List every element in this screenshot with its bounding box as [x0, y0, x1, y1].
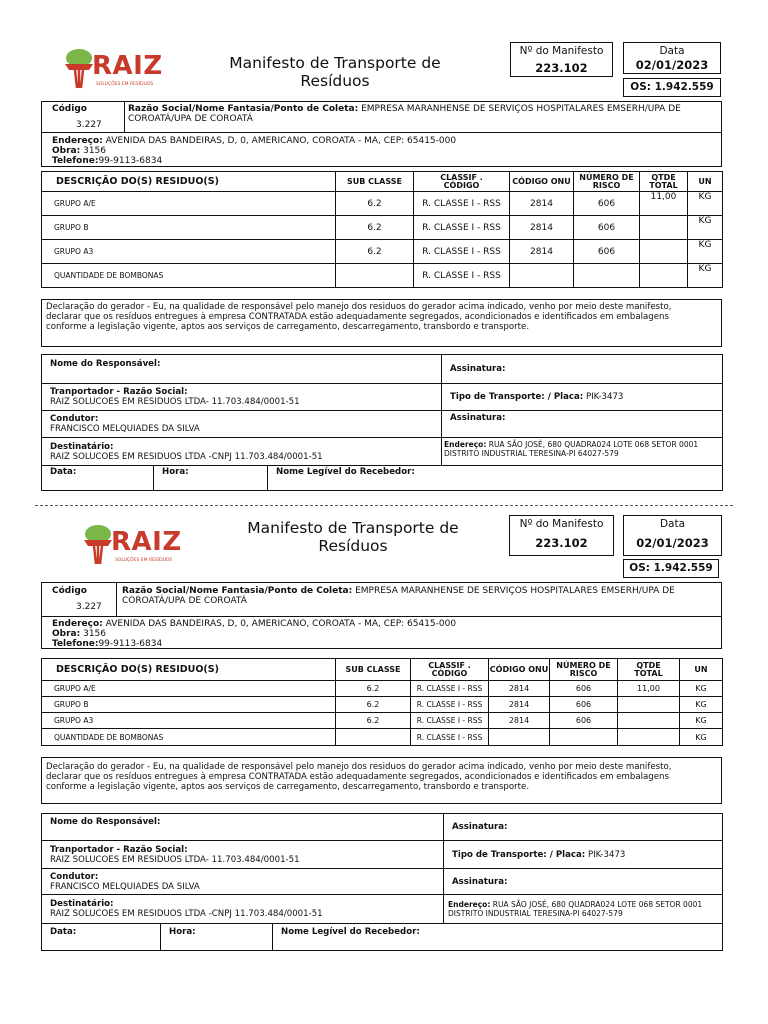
code-value: 3.227	[76, 120, 102, 130]
generator-declaration: Declaração do gerador - Eu, na qualidade de responsável pelo manejo dos residuos do gerador acima indicado, venho por meio deste manifesto, declarar que os resíduos entregues à empresa CONTRATADA estão adequadamente segregados, acondicionados e identificados em embalagens conforme a legislação vigente, aptos aos serviços de carregamento, descarregamento, transbordo e transporte.	[41, 299, 722, 347]
table-row: QUANTIDADE DE BOMBONAS R. CLASSE I - RSS KG	[42, 264, 723, 288]
time-field: Hora:	[161, 924, 273, 951]
recipient-field: Destinatário: RAIZ SOLUCOES EM RESIDUOS LTDA -CNPJ 11.703.484/0001-51	[42, 438, 442, 466]
code-label: Código	[52, 104, 87, 114]
client-obra: Obra: 3156	[52, 629, 106, 639]
col-risk: NÚMERO DE RISCO	[574, 172, 640, 192]
divider	[42, 616, 721, 617]
manifest-number-box	[510, 42, 613, 77]
col-onu: CÓDIGO ONU	[510, 172, 574, 192]
responsible-name-field: Nome do Responsável:	[42, 355, 442, 384]
driver-signature-field: Assinatura:	[444, 869, 723, 895]
table-row: GRUPO B 6.2 R. CLASSE I - RSS 2814 606 KG	[42, 697, 723, 713]
divider	[42, 132, 721, 133]
generator-declaration: Declaração do gerador - Eu, na qualidade de responsável pelo manejo dos residuos do gerador acima indicado, venho por meio deste manifesto, declarar que os resíduos entregues à empresa CONTRATADA estão adequadamente segregados, acondicionados e identificados em embalagens conforme a legislação vigente, aptos aos serviços de carregamento, descarregamento, transbordo e transporte.	[41, 757, 722, 804]
destination-address-field: Endereço: RUA SÃO JOSÉ, 680 QUADRA024 LOTE 068 SETOR 0001 DISTRITO INDUSTRIAL TERESINA-PI 64027-579	[444, 895, 723, 924]
date-label: Data	[659, 518, 686, 530]
col-onu: CÓDIGO ONU	[489, 659, 550, 681]
client-info-box	[41, 582, 722, 649]
col-qty: QTDE TOTAL	[618, 659, 680, 681]
raiz-logo	[81, 522, 181, 570]
date-value: 02/01/2023	[636, 536, 709, 550]
logo-text: RAIZ	[92, 51, 163, 81]
manifest-copy-1	[0, 0, 768, 500]
carrier-field: Tranportador - Razão Social: RAIZ SOLUCOES EM RESIDUOS LTDA- 11.703.484/0001-51	[42, 384, 442, 411]
col-description: DESCRIÇÃO DO(S) RESIDUO(S)	[42, 659, 336, 681]
col-subclass: SUB CLASSE	[336, 172, 414, 192]
col-risk: NÚMERO DE RISCO	[550, 659, 618, 681]
table-row: GRUPO B 6.2 R. CLASSE I - RSS 2814 606 KG	[42, 216, 723, 240]
manifest-number-label: Nº do Manifesto	[519, 518, 604, 530]
logo-tagline: SOLUÇÕES EM RESÍDUOS	[96, 82, 154, 87]
table-header-row	[42, 659, 723, 681]
signature-table	[41, 813, 723, 951]
divider	[116, 583, 117, 616]
col-subclass: SUB CLASSE	[336, 659, 411, 681]
plant-icon	[81, 524, 115, 566]
table-row: GRUPO A3 6.2 R. CLASSE I - RSS 2814 606 KG	[42, 713, 723, 729]
waste-table	[41, 658, 723, 746]
signature-field: Assinatura:	[444, 814, 723, 841]
driver-signature-field: Assinatura:	[442, 411, 723, 438]
client-phone: Telefone:99-9113-6834	[52, 639, 163, 649]
table-row: GRUPO A/E 6.2 R. CLASSE I - RSS 2814 606 11,00 KG	[42, 681, 723, 697]
company-name: Razão Social/Nome Fantasia/Ponto de Coleta: EMPRESA MARANHENSE DE SERVIÇOS HOSPITALARES EMSERH/UPA DE COROATÁ/UPA DE COROATÁ	[128, 104, 681, 124]
signature-field: Assinatura:	[442, 355, 723, 384]
client-info-box	[41, 101, 722, 167]
logo-text: RAIZ	[111, 527, 182, 557]
date-label: Data	[659, 45, 685, 57]
col-description: DESCRIÇÃO DO(S) RESIDUO(S)	[42, 172, 336, 192]
table-row: GRUPO A/E 6.2 R. CLASSE I - RSS 2814 606 11,00 KG	[42, 192, 723, 216]
page-title: Manifesto de Transporte de Resíduos	[229, 54, 441, 90]
col-unit: UN	[680, 659, 723, 681]
time-field: Hora:	[154, 466, 268, 491]
client-phone: Telefone:99-9113-6834	[52, 156, 163, 166]
company-name: Razão Social/Nome Fantasia/Ponto de Coleta: EMPRESA MARANHENSE DE SERVIÇOS HOSPITALARES EMSERH/UPA DE COROATÁ/UPA DE COROATÁ	[122, 586, 675, 606]
receiver-name-field: Nome Legível do Recebedor:	[268, 466, 723, 491]
date-box	[623, 42, 721, 74]
recipient-field: Destinatário: RAIZ SOLUCOES EM RESIDUOS LTDA -CNPJ 11.703.484/0001-51	[42, 895, 444, 924]
carrier-field: Tranportador - Razão Social: RAIZ SOLUCOES EM RESIDUOS LTDA- 11.703.484/0001-51	[42, 841, 444, 869]
os-number: OS: 1.942.559	[623, 559, 719, 578]
date-field: Data:	[42, 924, 161, 951]
os-number: OS: 1.942.559	[623, 78, 721, 97]
manifest-number-value: 223.102	[535, 61, 588, 75]
responsible-name-field: Nome do Responsável:	[42, 814, 444, 841]
col-classif: CLASSIF . CÓDIGO	[411, 659, 489, 681]
raiz-logo	[62, 46, 162, 94]
col-unit: UN	[688, 172, 723, 192]
receiver-name-field: Nome Legível do Recebedor:	[273, 924, 723, 951]
date-value: 02/01/2023	[635, 58, 709, 72]
client-address: Endereço: AVENIDA DAS BANDEIRAS, D, 0, AMERICANO, COROATA - MA, CEP: 65415-000	[52, 619, 457, 629]
client-obra: Obra: 3156	[52, 146, 106, 156]
transport-type-field: Tipo de Transporte: / Placa: PIK-3473	[444, 841, 723, 869]
transport-type-field: Tipo de Transporte: / Placa: PIK-3473	[442, 384, 723, 411]
date-field: Data:	[42, 466, 154, 491]
table-row: GRUPO A3 6.2 R. CLASSE I - RSS 2814 606 KG	[42, 240, 723, 264]
manifest-number-box	[509, 515, 614, 556]
client-address: Endereço: AVENIDA DAS BANDEIRAS, D, 0, AMERICANO, COROATA - MA, CEP: 65415-000	[52, 136, 457, 146]
manifest-number-value: 223.102	[535, 536, 588, 550]
manifest-number-label: Nº do Manifesto	[519, 45, 604, 57]
col-classif: CLASSIF . CÓDIGO	[414, 172, 510, 192]
divider	[124, 102, 125, 132]
table-row: QUANTIDADE DE BOMBONAS R. CLASSE I - RSS KG	[42, 729, 723, 746]
driver-field: Condutor: FRANCISCO MELQUIADES DA SILVA	[42, 869, 444, 895]
signature-table	[41, 354, 723, 491]
code-value: 3.227	[76, 602, 102, 612]
code-label: Código	[52, 586, 87, 596]
col-qty: QTDE TOTAL	[640, 172, 688, 192]
destination-address-field: Endereço: RUA SÃO JOSÉ, 680 QUADRA024 LOTE 068 SETOR 0001 DISTRITO INDUSTRIAL TERESINA-PI 64027-579	[442, 438, 723, 466]
plant-icon	[62, 48, 96, 90]
table-header-row	[42, 172, 723, 192]
page-title: Manifesto de Transporte de Resíduos	[247, 519, 459, 555]
driver-field: Condutor: FRANCISCO MELQUIADES DA SILVA	[42, 411, 442, 438]
logo-tagline: SOLUÇÕES EM RESÍDUOS	[115, 558, 173, 563]
manifest-copy-2	[0, 505, 768, 1005]
date-box	[623, 515, 722, 556]
waste-table	[41, 171, 723, 288]
